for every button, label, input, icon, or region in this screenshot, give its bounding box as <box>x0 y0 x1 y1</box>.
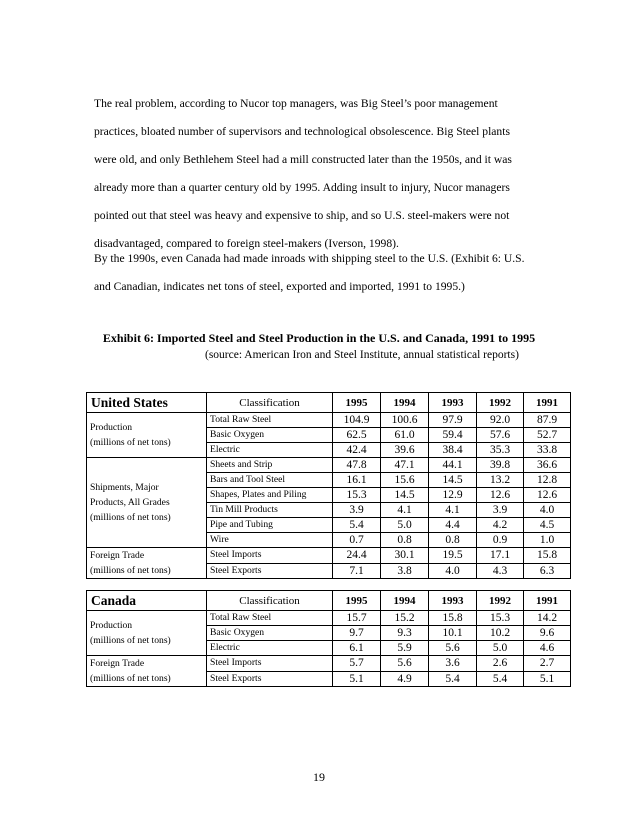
canada-steel-table <box>86 590 571 687</box>
value-cell: 30.1 <box>381 548 429 564</box>
value-cell: 0.7 <box>333 533 381 548</box>
value-cell: 59.4 <box>429 428 477 443</box>
item-cell: Bars and Tool Steel <box>207 473 333 488</box>
category-line: (millions of net tons) <box>90 437 171 448</box>
value-cell: 5.1 <box>333 671 381 687</box>
value-cell: 39.8 <box>477 458 524 473</box>
item-cell: Pipe and Tubing <box>207 518 333 533</box>
item-cell: Tin Mill Products <box>207 503 333 518</box>
category-line: (millions of net tons) <box>90 565 171 576</box>
category-line: Shipments, Major <box>90 482 159 493</box>
value-cell: 10.1 <box>429 626 477 641</box>
country-header: Canada <box>87 591 207 611</box>
value-cell: 87.9 <box>524 413 571 428</box>
value-cell: 0.8 <box>381 533 429 548</box>
value-cell: 10.2 <box>477 626 524 641</box>
item-cell: Steel Imports <box>207 548 333 564</box>
value-cell: 16.1 <box>333 473 381 488</box>
value-cell: 12.6 <box>524 488 571 503</box>
item-cell: Steel Exports <box>207 671 333 687</box>
value-cell: 0.9 <box>477 533 524 548</box>
value-cell: 4.6 <box>524 641 571 656</box>
value-cell: 13.2 <box>477 473 524 488</box>
year-header: 1992 <box>477 591 524 611</box>
category-line: Products, All Grades <box>90 497 170 508</box>
value-cell: 2.6 <box>477 656 524 672</box>
category-line: (millions of net tons) <box>90 635 171 646</box>
table-row <box>87 548 571 564</box>
paragraph-line: disadvantaged, compared to foreign steel-makers (Iverson, 1998). <box>94 237 399 250</box>
table-row <box>87 611 571 626</box>
value-cell: 4.4 <box>429 518 477 533</box>
value-cell: 17.1 <box>477 548 524 564</box>
year-header: 1992 <box>477 393 524 413</box>
table-header-row <box>87 591 571 611</box>
paragraph-line: practices, bloated number of supervisors and technological obsolescence. Big Steel plants <box>94 125 510 138</box>
page-number: 19 <box>313 770 325 784</box>
value-cell: 15.3 <box>333 488 381 503</box>
category-line: (millions of net tons) <box>90 512 171 523</box>
value-cell: 104.9 <box>333 413 381 428</box>
value-cell: 4.9 <box>381 671 429 687</box>
us-steel-table <box>86 392 571 579</box>
year-header: 1991 <box>524 591 571 611</box>
value-cell: 15.3 <box>477 611 524 626</box>
paragraph-line: and Canadian, indicates net tons of steel, exported and imported, 1991 to 1995.) <box>94 280 465 293</box>
item-cell: Shapes, Plates and Piling <box>207 488 333 503</box>
item-cell: Steel Exports <box>207 563 333 579</box>
category-line: Production <box>90 422 133 433</box>
value-cell: 9.3 <box>381 626 429 641</box>
item-cell: Basic Oxygen <box>207 428 333 443</box>
value-cell: 57.6 <box>477 428 524 443</box>
exhibit-source-text: (source: American Iron and Steel Institute, annual statistical reports) <box>205 349 519 361</box>
value-cell: 39.6 <box>381 443 429 458</box>
value-cell: 15.8 <box>524 548 571 564</box>
item-cell: Total Raw Steel <box>207 413 333 428</box>
year-header: 1994 <box>381 393 429 413</box>
value-cell: 42.4 <box>333 443 381 458</box>
value-cell: 33.8 <box>524 443 571 458</box>
classification-header: Classification <box>207 591 333 611</box>
value-cell: 61.0 <box>381 428 429 443</box>
paragraph-line: already more than a quarter century old by 1995. Adding insult to injury, Nucor managers <box>94 181 510 194</box>
value-cell: 4.2 <box>477 518 524 533</box>
value-cell: 4.3 <box>477 563 524 579</box>
value-cell: 5.6 <box>381 656 429 672</box>
value-cell: 12.9 <box>429 488 477 503</box>
year-header: 1995 <box>333 393 381 413</box>
year-header: 1993 <box>429 393 477 413</box>
value-cell: 19.5 <box>429 548 477 564</box>
value-cell: 62.5 <box>333 428 381 443</box>
value-cell: 5.6 <box>429 641 477 656</box>
paragraph-line: The real problem, according to Nucor top managers, was Big Steel’s poor management <box>94 97 498 110</box>
year-header: 1995 <box>333 591 381 611</box>
value-cell: 6.3 <box>524 563 571 579</box>
value-cell: 4.1 <box>381 503 429 518</box>
category-cell <box>87 656 207 687</box>
value-cell: 35.3 <box>477 443 524 458</box>
category-line: Production <box>90 620 133 631</box>
value-cell: 38.4 <box>429 443 477 458</box>
table-row <box>87 413 571 428</box>
value-cell: 97.9 <box>429 413 477 428</box>
value-cell: 24.4 <box>333 548 381 564</box>
table-row <box>87 458 571 473</box>
value-cell: 4.5 <box>524 518 571 533</box>
value-cell: 3.9 <box>333 503 381 518</box>
category-cell <box>87 611 207 656</box>
classification-header: Classification <box>207 393 333 413</box>
table-header-row <box>87 393 571 413</box>
value-cell: 3.9 <box>477 503 524 518</box>
table-row <box>87 656 571 672</box>
paragraph-big-steel-problem <box>94 90 564 258</box>
value-cell: 12.6 <box>477 488 524 503</box>
value-cell: 5.1 <box>524 671 571 687</box>
item-cell: Basic Oxygen <box>207 626 333 641</box>
value-cell: 5.7 <box>333 656 381 672</box>
value-cell: 15.6 <box>381 473 429 488</box>
paragraph-line: By the 1990s, even Canada had made inroads with shipping steel to the U.S. (Exhibit 6: U.S. <box>94 252 525 265</box>
item-cell: Steel Imports <box>207 656 333 672</box>
value-cell: 9.7 <box>333 626 381 641</box>
value-cell: 4.0 <box>429 563 477 579</box>
value-cell: 3.6 <box>429 656 477 672</box>
value-cell: 15.8 <box>429 611 477 626</box>
value-cell: 4.0 <box>524 503 571 518</box>
item-cell: Wire <box>207 533 333 548</box>
country-header: United States <box>87 393 207 413</box>
item-cell: Sheets and Strip <box>207 458 333 473</box>
category-line: Foreign Trade <box>90 658 145 669</box>
value-cell: 1.0 <box>524 533 571 548</box>
exhibit-source <box>0 348 638 362</box>
value-cell: 14.2 <box>524 611 571 626</box>
value-cell: 5.4 <box>477 671 524 687</box>
value-cell: 5.0 <box>477 641 524 656</box>
paragraph-line: were old, and only Bethlehem Steel had a mill constructed later than the 1950s, and it was <box>94 153 512 166</box>
year-header: 1994 <box>381 591 429 611</box>
item-cell: Total Raw Steel <box>207 611 333 626</box>
year-header: 1991 <box>524 393 571 413</box>
value-cell: 36.6 <box>524 458 571 473</box>
value-cell: 9.6 <box>524 626 571 641</box>
value-cell: 47.1 <box>381 458 429 473</box>
value-cell: 6.1 <box>333 641 381 656</box>
value-cell: 0.8 <box>429 533 477 548</box>
value-cell: 5.4 <box>333 518 381 533</box>
item-cell: Electric <box>207 443 333 458</box>
exhibit-title: Exhibit 6: Imported Steel and Steel Production in the U.S. and Canada, 1991 to 1995 <box>102 331 536 345</box>
category-line: Foreign Trade <box>90 550 145 561</box>
value-cell: 100.6 <box>381 413 429 428</box>
paragraph-line: pointed out that steel was heavy and expensive to ship, and so U.S. steel-makers were not <box>94 209 510 222</box>
value-cell: 15.7 <box>333 611 381 626</box>
value-cell: 15.2 <box>381 611 429 626</box>
value-cell: 14.5 <box>381 488 429 503</box>
category-cell <box>87 548 207 579</box>
paragraph-canada-inroads <box>94 245 564 301</box>
category-cell <box>87 458 207 548</box>
value-cell: 2.7 <box>524 656 571 672</box>
value-cell: 5.4 <box>429 671 477 687</box>
year-header: 1993 <box>429 591 477 611</box>
value-cell: 5.9 <box>381 641 429 656</box>
value-cell: 5.0 <box>381 518 429 533</box>
value-cell: 12.8 <box>524 473 571 488</box>
value-cell: 7.1 <box>333 563 381 579</box>
value-cell: 44.1 <box>429 458 477 473</box>
value-cell: 92.0 <box>477 413 524 428</box>
item-cell: Electric <box>207 641 333 656</box>
value-cell: 14.5 <box>429 473 477 488</box>
value-cell: 3.8 <box>381 563 429 579</box>
value-cell: 52.7 <box>524 428 571 443</box>
value-cell: 47.8 <box>333 458 381 473</box>
category-cell <box>87 413 207 458</box>
value-cell: 4.1 <box>429 503 477 518</box>
category-line: (millions of net tons) <box>90 673 171 684</box>
